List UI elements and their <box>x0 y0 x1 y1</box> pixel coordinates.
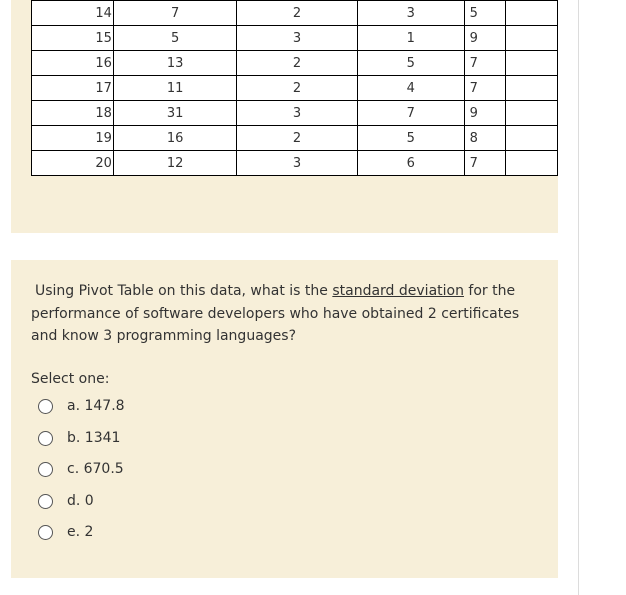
table-row <box>32 51 558 76</box>
table-row <box>32 26 558 51</box>
answer-option-b[interactable] <box>38 430 120 446</box>
answer-option-e[interactable] <box>38 524 93 540</box>
cell-d: 7 <box>464 51 505 76</box>
cell-a: 13 <box>113 51 236 76</box>
cell-empty <box>505 101 557 126</box>
answer-label: b. 1341 <box>67 430 121 446</box>
cell-id: 17 <box>32 76 114 101</box>
cell-a: 5 <box>113 26 236 51</box>
cell-empty <box>505 76 557 101</box>
question-panel <box>11 260 558 578</box>
cell-empty <box>505 1 557 26</box>
cell-b: 2 <box>237 51 357 76</box>
cell-empty <box>505 126 557 151</box>
answer-label: e. 2 <box>67 524 94 540</box>
cell-empty <box>505 51 557 76</box>
cell-a: 12 <box>113 151 236 176</box>
cell-a: 11 <box>113 76 236 101</box>
cell-b: 2 <box>237 76 357 101</box>
cell-d: 5 <box>464 1 505 26</box>
cell-b: 2 <box>237 126 357 151</box>
cell-c: 5 <box>357 51 464 76</box>
cell-id: 16 <box>32 51 114 76</box>
table-row <box>32 1 558 26</box>
table-row <box>32 151 558 176</box>
cell-id: 18 <box>32 101 114 126</box>
answer-option-d[interactable] <box>38 493 94 509</box>
radio-icon[interactable] <box>38 399 53 414</box>
table-row <box>32 76 558 101</box>
data-table <box>31 0 558 176</box>
cell-id: 14 <box>32 1 114 26</box>
cell-c: 3 <box>357 1 464 26</box>
cell-c: 4 <box>357 76 464 101</box>
radio-icon[interactable] <box>38 431 53 446</box>
cell-b: 3 <box>237 101 357 126</box>
cell-c: 1 <box>357 26 464 51</box>
answer-label: c. 670.5 <box>67 461 124 477</box>
cell-id: 19 <box>32 126 114 151</box>
cell-b: 3 <box>237 151 357 176</box>
cell-d: 7 <box>464 76 505 101</box>
page-divider <box>578 0 579 595</box>
cell-a: 31 <box>113 101 236 126</box>
answer-option-c[interactable] <box>38 461 124 477</box>
cell-id: 15 <box>32 26 114 51</box>
cell-b: 2 <box>237 1 357 26</box>
cell-d: 7 <box>464 151 505 176</box>
cell-id: 20 <box>32 151 114 176</box>
question-text <box>31 280 536 348</box>
cell-empty <box>505 26 557 51</box>
question-text-before: Using Pivot Table on this data, what is the <box>35 283 328 299</box>
cell-d: 8 <box>464 126 505 151</box>
cell-empty <box>505 151 557 176</box>
cell-d: 9 <box>464 26 505 51</box>
radio-icon[interactable] <box>38 494 53 509</box>
cell-d: 9 <box>464 101 505 126</box>
answer-label: a. 147.8 <box>67 398 125 414</box>
answer-label: d. 0 <box>67 493 94 509</box>
data-table-clip <box>31 0 558 180</box>
table-row <box>32 126 558 151</box>
standard-deviation-term: standard deviation <box>332 283 464 299</box>
cell-c: 5 <box>357 126 464 151</box>
table-row <box>32 101 558 126</box>
data-table-panel <box>11 0 558 233</box>
radio-icon[interactable] <box>38 525 53 540</box>
question-text-after: for the performance of software developers who have obtained 2 certificates and know 3 programming languages? <box>31 283 520 344</box>
cell-c: 7 <box>357 101 464 126</box>
cell-a: 16 <box>113 126 236 151</box>
cell-c: 6 <box>357 151 464 176</box>
answer-option-a[interactable] <box>38 398 125 414</box>
radio-icon[interactable] <box>38 462 53 477</box>
cell-a: 7 <box>113 1 236 26</box>
cell-b: 3 <box>237 26 357 51</box>
select-one-label: Select one: <box>31 371 110 387</box>
